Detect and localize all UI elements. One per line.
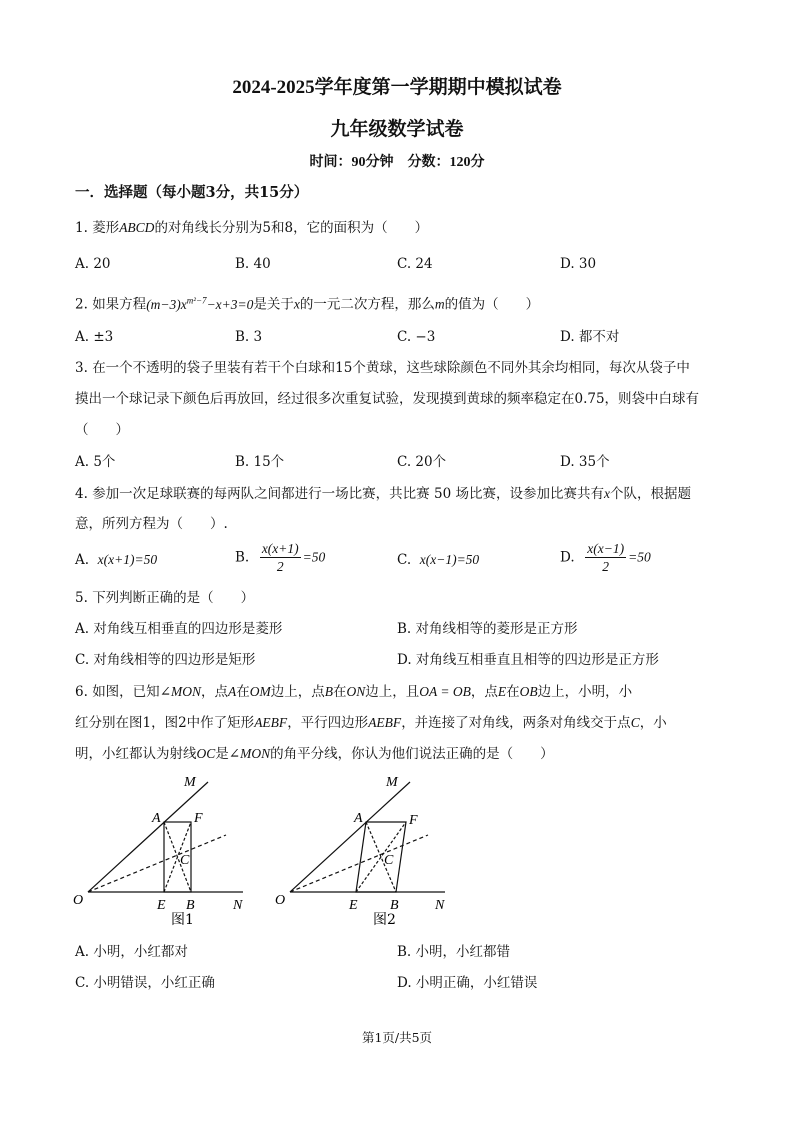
q4-option-b: B. $\frac{x(x+1)}{2}$ =50 [235, 541, 326, 574]
label-c: C [384, 853, 394, 868]
label-b: B [390, 898, 399, 913]
q2-option-a: A. ±3 [75, 329, 114, 345]
label-o: O [73, 893, 84, 908]
q1-option-b: B. 40 [235, 256, 271, 272]
label-m: M [184, 775, 196, 790]
q6-option-d: D. 小明正确，小红错误 [397, 975, 538, 991]
q3-option-d: D. 35个 [560, 454, 610, 470]
question-1: 1. 菱形ABCD的对角线长分别为5和8，它的面积为（ ） [75, 220, 429, 236]
question-4: 4. 参加一次足球联赛的每两队之间都进行一场比赛，共比赛 50 场比赛，设参加比赛共有x个队，根据题 [75, 486, 691, 502]
label-a: A [354, 811, 363, 826]
q5-option-c: C. 对角线相等的四边形是矩形 [75, 652, 256, 668]
question-number: 6. [75, 684, 88, 700]
q5-option-b: B. 对角线相等的菱形是正方形 [397, 621, 578, 637]
q5-option-a: A. 对角线互相垂直的四边形是菱形 [75, 621, 283, 637]
figure-1 [68, 770, 258, 930]
diagonal-ef [356, 822, 406, 892]
q1-option-c: C. 24 [397, 256, 433, 272]
label-f: F [409, 813, 418, 828]
q4-option-d: D. $\frac{x(x-1)}{2}$ =50 [560, 541, 651, 574]
q4-option-a: A. x(x+1)=50 [75, 552, 158, 568]
question-number: 5. [75, 590, 88, 606]
ray-om [290, 782, 410, 892]
label-n: N [435, 898, 445, 913]
question-6-line-3: 明，小红都认为射线OC是∠MON的角平分线，你认为他们说法正确的是（ ） [75, 746, 554, 762]
exam-subtitle: 九年级数学试卷 [330, 119, 464, 140]
label-n: N [233, 898, 243, 913]
question-3-line-2: 摸出一个球记录下颜色后再放回，经过很多次重复试验，发现摸到黄球的频率稳定在0.75，则袋中白球有 [75, 391, 700, 407]
label-a: A [152, 811, 161, 826]
question-number: 1. [75, 220, 88, 236]
label-c: C [180, 853, 190, 868]
section-heading: 一．选择题（每小题3分，共15分） [75, 184, 309, 201]
q3-option-c: C. 20个 [397, 454, 447, 470]
q6-option-a: A. 小明，小红都对 [75, 944, 188, 960]
figure-2-caption: 图2 [373, 912, 396, 928]
question-number: 2. [75, 296, 88, 313]
ray-oc [290, 835, 428, 892]
equation: $(m-3)x^{m^2-7}-x+3=0$ [146, 295, 254, 312]
figure-2 [270, 770, 460, 930]
q5-option-d: D. 对角线互相垂直且相等的四边形是正方形 [397, 652, 659, 668]
q2-option-d: D. 都不对 [560, 329, 620, 345]
q2-option-b: B. 3 [235, 329, 263, 345]
figure-1-caption: 图1 [171, 912, 194, 928]
question-3-line-3: （ ） [75, 422, 129, 438]
question-6: 6. 如图，已知∠MON，点A在OM边上，点B在ON边上，且OA = OB，点E在OB边上，小明，小 [75, 684, 633, 700]
label-f: F [194, 811, 203, 826]
ray-om [88, 782, 208, 892]
q6-option-c: C. 小明错误，小红正确 [75, 975, 215, 991]
question-3: 3. 在一个不透明的袋子里装有若干个白球和15个黄球，这些球除颜色不同外其余均相同，每次从袋子中 [75, 360, 690, 376]
page-number: 第1页/共5页 [361, 1030, 433, 1045]
q4-option-c: C. x(x−1)=50 [397, 552, 480, 568]
question-5: 5. 下列判断正确的是（ ） [75, 590, 255, 606]
label-e: E [157, 898, 166, 913]
q1-option-d: D. 30 [560, 256, 597, 272]
label-m: M [386, 775, 398, 790]
q3-option-b: B. 15个 [235, 454, 285, 470]
exam-title: 2024-2025学年度第一学期期中模拟试卷 [232, 77, 562, 98]
q6-option-b: B. 小明，小红都错 [397, 944, 511, 960]
question-6-line-2: 红分别在图1，图2中作了矩形AEBF，平行四边形AEBF，并连接了对角线，两条对角线交于点C，小 [75, 715, 667, 731]
label-o: O [275, 893, 286, 908]
question-number: 3. [75, 360, 88, 376]
q2-option-c: C. −3 [397, 329, 436, 345]
label-e: E [349, 898, 358, 913]
q3-option-a: A. 5个 [75, 454, 116, 470]
label-b: B [186, 898, 195, 913]
question-4-line-2: 意，所列方程为（ ）. [75, 516, 228, 532]
exam-info: 时间：90分钟 分数：120分 [309, 155, 485, 170]
question-number: 4. [75, 486, 88, 502]
q1-option-a: A. 20 [75, 256, 111, 272]
question-2: 2. 如果方程$(m-3)x^{m^2-7}-x+3=0$是关于x的一元二次方程，那么m的值为（ ） [75, 295, 540, 313]
ray-oc [88, 835, 226, 892]
